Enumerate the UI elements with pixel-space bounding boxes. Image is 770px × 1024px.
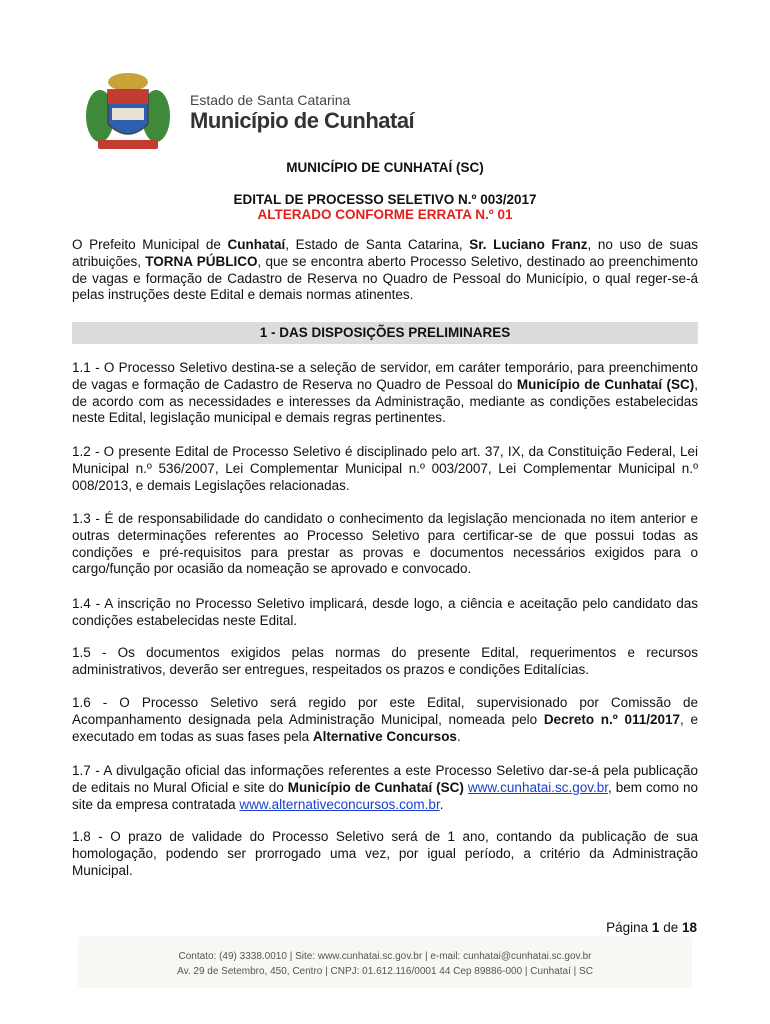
footer-background: [78, 936, 692, 988]
municipality-website-link[interactable]: www.cunhatai.sc.gov.br: [467, 779, 608, 795]
state-name: Estado de Santa Catarina: [190, 92, 351, 108]
document-title-edital: EDITAL DE PROCESSO SELETIVO N.º 003/2017: [233, 192, 537, 207]
page-footer: [78, 936, 692, 988]
section-heading-preliminary: 1 - DAS DISPOSIÇÕES PRELIMINARES: [72, 322, 698, 344]
municipality-name: Município de Cunhataí: [190, 108, 415, 133]
clause-1-5: 1.5 - Os documentos exigidos pelas normas do presente Edital, requerimentos e recursos administrativos, deverão ser entregues, respeitados os prazos e condições Editalícias.: [72, 645, 698, 677]
municipal-coat-of-arms-icon: [78, 68, 178, 158]
intro-paragraph: O Prefeito Municipal de Cunhataí, Estado de Santa Catarina, Sr. Luciano Franz, no uso de suas atribuições, TORNA PÚBLICO, que se encontra aberto Processo Seletivo, destinado ao preenchimento de vagas e formação de Cadastro de Reserva no Quadro de Pessoal do Município, o qual reger-se-á pelas instruções deste Edital e demais normas atinentes.: [72, 237, 698, 303]
document-title-errata: ALTERADO CONFORME ERRATA N.º 01: [257, 207, 513, 222]
contractor-website-link[interactable]: www.alternativeconcursos.com.br: [239, 796, 440, 812]
clause-1-8: 1.8 - O prazo de validade do Processo Seletivo será de 1 ano, contando da publicação de sua homologação, podendo ser prorrogado uma vez, por igual período, a critério da Administração Municipal.: [72, 829, 698, 878]
clause-1-1: 1.1 - O Processo Seletivo destina-se a seleção de servidor, em caráter temporário, para preenchimento de vagas e formação de Cadastro de Reserva no Quadro de Pessoal do Município de Cunhataí (SC), de acordo com as necessidades e interesses da Administração, mediante as condições estabelecidas neste Edital, legislação municipal e demais regras pertinentes.: [72, 360, 698, 426]
footer-address-line: Av. 29 de Setembro, 450, Centro | CNPJ: 01.612.116/0001 44 Cep 89886-000 | Cunhataí | SC: [177, 966, 593, 977]
clause-1-7: 1.7 - A divulgação oficial das informações referentes a este Processo Seletivo dar-se-á pela publicação de editais no Mural Oficial e site do Município de Cunhataí (SC) www.cunhatai.sc.gov.br, bem como no site da empresa contratada www.alternativeconcursos.com.br.: [72, 763, 698, 812]
clause-1-4: 1.4 - A inscrição no Processo Seletivo implicará, desde logo, a ciência e aceitação pelo candidato das condições estabelecidas neste Edital.: [72, 596, 698, 628]
clause-1-6: 1.6 - O Processo Seletivo será regido por este Edital, supervisionado por Comissão de Acompanhamento designada pela Administração Municipal, nomeada pelo Decreto n.º 011/2017, e executado em todas as suas fases pela Alternative Concursos.: [72, 695, 698, 744]
letterhead: [78, 68, 478, 158]
document-title-municipality: MUNICÍPIO DE CUNHATAÍ (SC): [286, 160, 484, 175]
footer-contact-line: Contato: (49) 3338.0010 | Site: www.cunhatai.sc.gov.br | e-mail: cunhatai@cunhatai.sc.gov.br: [178, 951, 592, 962]
clause-1-3: 1.3 - É de responsabilidade do candidato o conhecimento da legislação mencionada no item anterior e outras determinações referentes ao Processo Seletivo para certificar-se de que possui todas as condições e pré-requisitos para prestar as provas e documentos necessários exigidos para o cargo/função por ocasião da nomeação se aprovado e convocado.: [72, 511, 698, 577]
clause-1-2: 1.2 - O presente Edital de Processo Seletivo é disciplinado pelo art. 37, IX, da Constituição Federal, Lei Municipal n.º 536/2007, Lei Complementar Municipal n.º 003/2007, Lei Complementar Municipal n.º 008/2013, e demais Legislações relacionadas.: [72, 444, 698, 493]
page-number: Página 1 de 18: [606, 920, 697, 935]
